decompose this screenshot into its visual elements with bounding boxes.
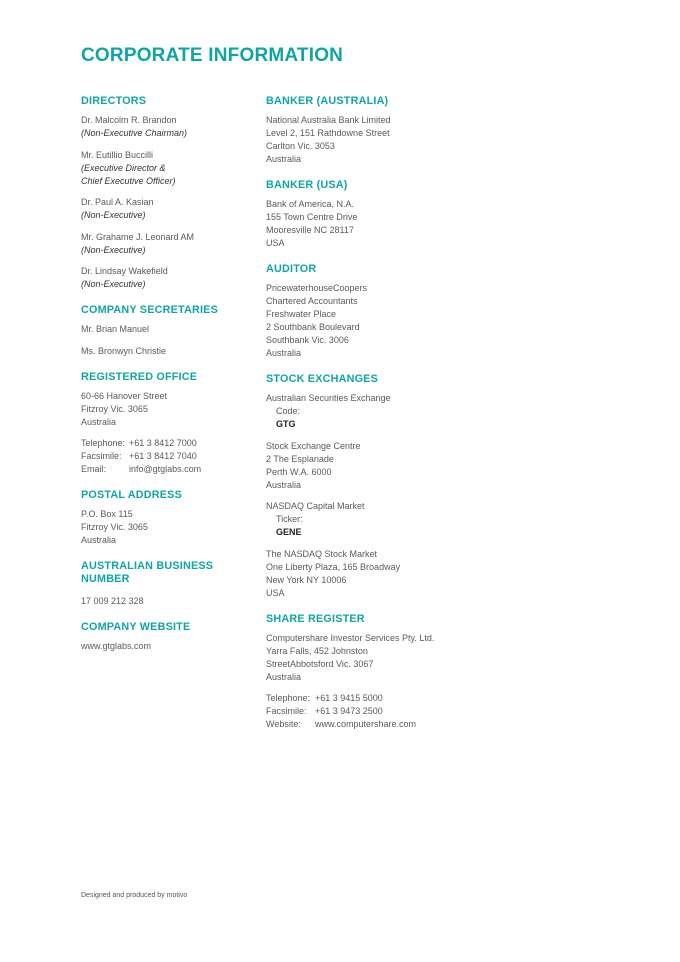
abn-value: 17 009 212 328 bbox=[81, 596, 144, 606]
address-line: National Australia Bank Limited bbox=[266, 115, 391, 125]
address-line: Australia bbox=[266, 348, 302, 358]
address-line: 2 Southbank Boulevard bbox=[266, 322, 360, 332]
address-line: 155 Town Centre Drive bbox=[266, 212, 358, 222]
facsimile-label: Facsimile: bbox=[266, 706, 307, 716]
abn-heading-line: AUSTRALIAN BUSINESS bbox=[81, 560, 214, 572]
secretary-name: Ms. Bronwyn Christie bbox=[81, 345, 167, 356]
address-line: Australia bbox=[266, 479, 302, 490]
abn-section bbox=[81, 560, 251, 608]
company-secretaries-section bbox=[81, 304, 251, 358]
banker-australia-section bbox=[266, 95, 486, 166]
auditor-address bbox=[266, 282, 486, 360]
address-line: Australia bbox=[266, 671, 302, 682]
postal-address bbox=[81, 508, 251, 547]
director-entry bbox=[81, 149, 251, 188]
stock-exchanges-section bbox=[266, 373, 486, 600]
director-role: Chief Executive Officer) bbox=[81, 175, 176, 186]
registered-office-contacts bbox=[81, 437, 251, 476]
address-line: StreetAbbotsford Vic. 3067 bbox=[266, 658, 374, 669]
nasdaq-ticker: GENE bbox=[276, 527, 302, 537]
address-line: Perth W.A. 6000 bbox=[266, 466, 332, 477]
registered-office-address bbox=[81, 390, 251, 429]
director-role: (Non-Executive) bbox=[81, 210, 146, 220]
address-line: One Liberty Plaza, 165 Broadway bbox=[266, 561, 401, 572]
address-line: Australia bbox=[266, 154, 302, 164]
director-role: (Non-Executive) bbox=[81, 244, 146, 255]
director-entry bbox=[81, 114, 251, 140]
nasdaq-entry bbox=[266, 500, 486, 539]
registered-office-section bbox=[81, 371, 251, 477]
postal-address-section bbox=[81, 489, 251, 547]
left-column bbox=[81, 95, 251, 666]
registered-office-heading: REGISTERED OFFICE bbox=[81, 370, 198, 383]
facsimile-label: Facsimile: bbox=[81, 451, 122, 461]
abn-heading-line: NUMBER bbox=[81, 573, 130, 585]
address-line: Stock Exchange Centre bbox=[266, 440, 361, 451]
address-line: Carlton Vic. 3053 bbox=[266, 141, 335, 151]
share-register-heading: SHARE REGISTER bbox=[266, 612, 365, 625]
asx-name: Australian Securities Exchange bbox=[266, 393, 391, 403]
address-line: Chartered Accountants bbox=[266, 296, 358, 306]
telephone-label: Telephone: bbox=[81, 438, 126, 448]
nasdaq-address bbox=[266, 548, 486, 600]
directors-heading: DIRECTORS bbox=[81, 95, 147, 107]
telephone-value: +61 3 8412 7000 bbox=[129, 438, 197, 448]
postal-address-heading: POSTAL ADDRESS bbox=[81, 489, 182, 501]
address-line: Mooresville NC 28117 bbox=[266, 225, 354, 235]
address-line: Yarra Falls, 452 Johnston bbox=[266, 645, 368, 656]
address-line: P.O. Box 115 bbox=[81, 509, 133, 519]
asx-address bbox=[266, 440, 486, 492]
director-entry bbox=[81, 231, 251, 257]
telephone-label: Telephone: bbox=[266, 693, 311, 703]
asx-entry bbox=[266, 392, 486, 431]
nasdaq-name: NASDAQ Capital Market bbox=[266, 501, 365, 511]
director-role: (Non-Executive Chairman) bbox=[81, 128, 188, 138]
address-line: Fitzroy Vic. 3065 bbox=[81, 522, 148, 532]
asx-code-row bbox=[266, 405, 486, 431]
banker-australia-address bbox=[266, 114, 486, 166]
address-line: Computershare Investor Services Pty. Ltd. bbox=[266, 632, 435, 643]
address-line: 60-66 Hanover Street bbox=[81, 390, 168, 401]
company-secretaries-heading: COMPANY SECRETARIES bbox=[81, 304, 218, 316]
right-column bbox=[266, 95, 486, 744]
address-line: Australia bbox=[81, 535, 117, 545]
asx-code-label: Code: bbox=[276, 406, 301, 416]
email-link[interactable]: info@gtglabs.com bbox=[129, 464, 202, 474]
address-line: Freshwater Place bbox=[266, 309, 337, 319]
address-line: USA bbox=[266, 238, 285, 248]
website-row bbox=[266, 718, 486, 731]
banker-usa-address bbox=[266, 198, 486, 250]
secretary-name: Mr. Brian Manuel bbox=[81, 324, 150, 334]
director-entry bbox=[81, 196, 251, 222]
email-row bbox=[81, 463, 251, 476]
address-line: PricewaterhouseCoopers bbox=[266, 283, 368, 293]
share-register-address bbox=[266, 632, 486, 684]
directors-section bbox=[81, 95, 251, 291]
director-name: Dr. Malcolm R. Brandon bbox=[81, 115, 177, 125]
company-website-section bbox=[81, 621, 251, 653]
abn-heading bbox=[81, 560, 251, 586]
director-role: (Executive Director & bbox=[81, 162, 166, 173]
website-label: Website: bbox=[266, 719, 301, 729]
address-line: Southbank Vic. 3006 bbox=[266, 335, 349, 345]
address-line: New York NY 10006 bbox=[266, 574, 347, 585]
banker-australia-heading: BANKER (AUSTRALIA) bbox=[266, 95, 389, 107]
telephone-row bbox=[266, 692, 486, 705]
nasdaq-ticker-row bbox=[266, 513, 486, 539]
company-website-link[interactable]: www.gtglabs.com bbox=[81, 641, 152, 651]
facsimile-value: +61 3 8412 7040 bbox=[129, 451, 197, 461]
director-role: (Non-Executive) bbox=[81, 279, 146, 289]
share-register-section bbox=[266, 613, 486, 732]
banker-usa-section bbox=[266, 179, 486, 250]
address-line: USA bbox=[266, 587, 285, 598]
stock-exchanges-heading: STOCK EXCHANGES bbox=[266, 373, 378, 385]
address-line: Fitzroy Vic. 3065 bbox=[81, 403, 148, 414]
director-name: Mr. Eutillio Buccilli bbox=[81, 149, 154, 160]
director-entry bbox=[81, 265, 251, 291]
auditor-heading: AUDITOR bbox=[266, 263, 317, 275]
address-line: 2 The Esplanade bbox=[266, 453, 334, 464]
banker-usa-heading: BANKER (USA) bbox=[266, 179, 348, 191]
telephone-value: +61 3 9415 5000 bbox=[315, 693, 383, 703]
nasdaq-ticker-label: Ticker: bbox=[276, 514, 303, 524]
page-title: CORPORATE INFORMATION bbox=[81, 45, 344, 66]
share-register-website-link[interactable]: www.computershare.com bbox=[315, 719, 417, 729]
facsimile-row bbox=[81, 450, 251, 463]
director-name: Mr. Grahame J. Leonard AM bbox=[81, 231, 195, 242]
facsimile-row bbox=[266, 705, 486, 718]
telephone-row bbox=[81, 437, 251, 450]
director-name: Dr. Paul A. Kasian bbox=[81, 197, 154, 207]
address-line: Australia bbox=[81, 416, 117, 427]
email-label: Email: bbox=[81, 464, 107, 474]
company-website-heading: COMPANY WEBSITE bbox=[81, 621, 191, 633]
asx-code: GTG bbox=[276, 419, 296, 429]
address-line: The NASDAQ Stock Market bbox=[266, 548, 378, 559]
director-name: Dr. Lindsay Wakefield bbox=[81, 266, 168, 276]
footer-credit: Designed and produced by motivo bbox=[81, 892, 188, 899]
address-line: Bank of America, N.A. bbox=[266, 199, 355, 209]
address-line: Level 2, 151 Rathdowne Street bbox=[266, 128, 390, 138]
auditor-section bbox=[266, 263, 486, 360]
share-register-contacts bbox=[266, 692, 486, 731]
facsimile-value: +61 3 9473 2500 bbox=[315, 706, 383, 716]
